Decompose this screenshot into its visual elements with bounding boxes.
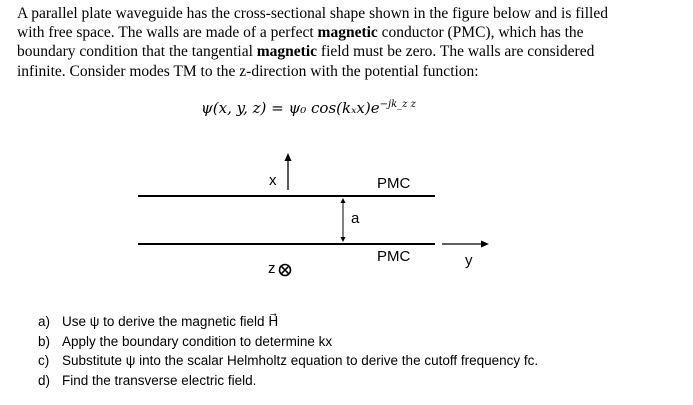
y-axis-arrowhead xyxy=(481,241,489,248)
intro-text-2: conductor (PMC), which has the boundary condition that the tangential xyxy=(17,24,584,61)
question-d-label: d) xyxy=(38,372,51,388)
question-d-text: Find the transverse electric field. xyxy=(62,372,257,388)
bold-magnetic-1: magnetic xyxy=(317,24,378,42)
intro-text-1: A parallel plate waveguide has the cross-sectional shape shown in the figure below and is filled with free space. The walls are made of a perfect xyxy=(17,5,608,42)
bold-magnetic-2: magnetic xyxy=(256,43,318,61)
question-b xyxy=(38,332,538,352)
question-d xyxy=(38,371,538,391)
question-a-text: Use ψ to derive the magnetic field H⃗ xyxy=(62,314,279,329)
pmc-bottom-label: PMC xyxy=(377,248,411,265)
potential-equation xyxy=(201,99,416,117)
x-axis-arrowhead xyxy=(285,153,292,161)
z-into-page-icon xyxy=(280,265,291,276)
dimension-a-arrowhead-bottom xyxy=(341,237,346,242)
question-b-label: b) xyxy=(38,333,51,349)
x-axis-label: x xyxy=(269,172,277,189)
question-c-label: c) xyxy=(38,353,50,368)
equation-exponent: −jk_z z xyxy=(379,99,416,110)
question-c xyxy=(38,351,538,371)
intro-text-3: field must be zero. The walls are considered infinite. Consider modes TM to the z-direction with the potential function: xyxy=(17,43,595,80)
question-a xyxy=(38,312,538,332)
waveguide-figure xyxy=(130,150,570,285)
y-axis-label: y xyxy=(465,252,473,269)
waveguide-diagram xyxy=(130,150,570,285)
dimension-a-arrowhead-top xyxy=(341,198,346,203)
question-a-label: a) xyxy=(38,314,51,329)
equation-base: ψ(x, y, z) = ψ₀ cos(kₓx)e xyxy=(201,99,380,117)
question-list xyxy=(38,312,538,390)
z-axis-label: z xyxy=(268,260,276,277)
pmc-top-label: PMC xyxy=(377,175,411,192)
question-c-text: Substitute ψ into the scalar Helmholtz equation to derive the cutoff frequency fc. xyxy=(62,353,539,368)
problem-statement xyxy=(17,4,617,81)
dimension-a-label: a xyxy=(351,210,360,227)
question-b-text: Apply the boundary condition to determine kx xyxy=(62,333,333,349)
